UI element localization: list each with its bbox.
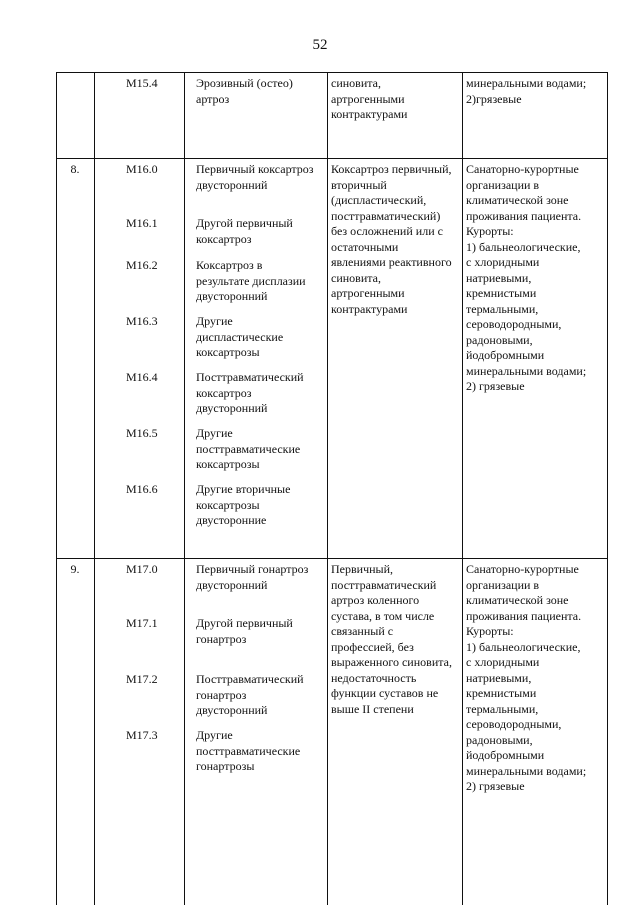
row-m15-code: M15.4 — [126, 76, 158, 90]
text-line: связанный с — [331, 624, 394, 638]
text-line: сероводородными, — [466, 717, 562, 731]
row-8-description — [331, 162, 452, 317]
text-line: йодобромными — [466, 748, 545, 762]
row-9-name — [196, 616, 293, 647]
page-number: 52 — [312, 37, 328, 53]
text-line: йодобромными — [466, 348, 545, 362]
text-line: Посттравматический — [196, 370, 304, 384]
text-line: Санаторно-курортные — [466, 562, 579, 576]
table-border-right — [607, 72, 608, 905]
row-m15-treatment — [466, 76, 586, 107]
text-line: двусторонний — [196, 401, 268, 415]
text-line: Эрозивный (остео) — [196, 76, 293, 90]
text-line: организации в — [466, 577, 540, 592]
text-line: радоновыми, — [466, 332, 533, 347]
row-8-code: M16.0 — [126, 162, 158, 176]
text-line: артроз — [196, 91, 230, 106]
text-line: Курорты: — [466, 624, 514, 638]
text-line: Другие — [196, 728, 233, 742]
text-line: двусторонний — [196, 703, 268, 717]
text-line: Коксартроз первичный, — [331, 162, 452, 176]
text-line: сустава, в том числе — [331, 608, 435, 623]
text-line: натриевыми, — [466, 270, 532, 285]
text-line: результате дисплазии — [196, 273, 306, 288]
text-line: минеральными водами; — [466, 76, 587, 90]
row-9-name — [196, 562, 308, 593]
row-8-name — [196, 258, 306, 305]
text-line: минеральными водами; — [466, 763, 587, 778]
column-divider — [462, 72, 463, 905]
text-line: посттравматические — [196, 743, 301, 758]
text-line: Курорты: — [466, 224, 514, 238]
text-line: контрактурами — [331, 301, 408, 316]
row-m15-name — [196, 76, 293, 107]
text-line: 1) бальнеологические, — [466, 639, 581, 654]
text-line: Посттравматический — [196, 672, 304, 686]
row-9-treatment — [466, 562, 586, 795]
text-line: гонартроз — [196, 631, 247, 646]
text-line: недостаточность — [331, 670, 417, 685]
row-9-code: M17.2 — [126, 672, 158, 686]
row-9-description — [331, 562, 452, 717]
text-line: артрогенными — [331, 91, 405, 106]
text-line: явлениями реактивного — [331, 255, 452, 269]
text-line: радоновыми, — [466, 732, 533, 747]
row-m15-description — [331, 76, 407, 123]
table-border-left — [56, 72, 57, 905]
row-8-code: M16.5 — [126, 426, 158, 440]
text-line: выше II степени — [331, 701, 414, 716]
text-line: 2) грязевые — [466, 379, 525, 393]
column-divider — [327, 72, 328, 905]
text-line: минеральными водами; — [466, 363, 587, 378]
row-8-name — [196, 162, 314, 193]
row-8-code: M16.2 — [126, 258, 158, 272]
text-line: двусторонний — [196, 177, 268, 192]
row-9-number: 9. — [70, 562, 80, 576]
text-line: выраженного синовита, — [331, 655, 452, 669]
row-8-name — [196, 482, 290, 529]
row-8-number: 8. — [70, 162, 80, 176]
text-line: артроз коленного — [331, 593, 420, 607]
text-line: остаточными — [331, 239, 399, 254]
text-line: с хлоридными — [466, 655, 540, 669]
text-line: профессией, без — [331, 639, 414, 654]
text-line: кремнистыми — [466, 286, 537, 300]
text-line: вторичный — [331, 177, 387, 192]
text-line: климатической зоне — [466, 593, 569, 607]
text-line: гонартроз — [196, 687, 247, 702]
text-line: диспластические — [196, 329, 284, 344]
text-line: климатической зоне — [466, 193, 569, 207]
text-line: (диспластический, — [331, 193, 427, 207]
text-line: синовита, — [331, 270, 381, 285]
row-8-code: M16.1 — [126, 216, 158, 230]
diagnosis-table — [56, 72, 608, 905]
text-line: Другие — [196, 314, 233, 328]
text-line: 2)грязевые — [466, 91, 522, 106]
text-line: кремнистыми — [466, 686, 537, 700]
row-divider — [56, 72, 608, 73]
text-line: коксартрозы — [196, 497, 260, 512]
text-line: двусторонний — [196, 289, 268, 303]
text-line: сероводородными, — [466, 317, 562, 331]
text-line: посттравматический) — [331, 208, 441, 223]
text-line: Другие вторичные — [196, 482, 291, 496]
text-line: контрактурами — [331, 107, 408, 121]
text-line: Другой первичный — [196, 616, 293, 630]
text-line: синовита, — [331, 76, 381, 90]
text-line: посттравматический — [331, 577, 437, 592]
row-8-code: M16.3 — [126, 314, 158, 328]
row-divider — [56, 558, 608, 559]
text-line: проживания пациента. — [466, 208, 582, 223]
row-8-name — [196, 216, 293, 247]
row-8-name — [196, 426, 300, 473]
text-line: Первичный коксартроз — [196, 162, 314, 176]
text-line: двусторонний — [196, 577, 268, 592]
text-line: 2) грязевые — [466, 779, 525, 793]
text-line: Другие — [196, 426, 233, 440]
text-line: Другой первичный — [196, 216, 293, 230]
text-line: натриевыми, — [466, 670, 532, 685]
row-9-name — [196, 728, 300, 775]
text-line: артрогенными — [331, 286, 405, 300]
row-9-code: M17.1 — [126, 616, 158, 630]
text-line: с хлоридными — [466, 255, 540, 269]
row-9-code: M17.0 — [126, 562, 158, 576]
text-line: функции суставов не — [331, 686, 439, 700]
row-8-name — [196, 314, 283, 361]
row-8-name — [196, 370, 304, 417]
text-line: проживания пациента. — [466, 608, 582, 623]
text-line: двусторонние — [196, 513, 267, 527]
row-divider — [56, 158, 608, 159]
row-8-treatment — [466, 162, 586, 395]
text-line: коксартрозы — [196, 345, 260, 359]
text-line: коксартроз — [196, 385, 252, 400]
text-line: Первичный, — [331, 562, 394, 576]
text-line: термальными, — [466, 701, 539, 716]
column-divider — [184, 72, 185, 905]
text-line: без осложнений или с — [331, 224, 443, 238]
text-line: 1) бальнеологические, — [466, 239, 581, 254]
text-line: Санаторно-курортные — [466, 162, 579, 176]
text-line: организации в — [466, 177, 540, 192]
row-8-code: M16.6 — [126, 482, 158, 496]
text-line: Коксартроз в — [196, 258, 263, 272]
text-line: коксартроз — [196, 231, 252, 246]
column-divider — [94, 72, 95, 905]
row-9-name — [196, 672, 304, 719]
text-line: гонартрозы — [196, 759, 255, 773]
text-line: коксартрозы — [196, 457, 260, 471]
row-8-code: M16.4 — [126, 370, 158, 384]
text-line: посттравматические — [196, 441, 301, 456]
text-line: Первичный гонартроз — [196, 562, 309, 576]
text-line: термальными, — [466, 301, 539, 316]
row-9-code: M17.3 — [126, 728, 158, 742]
